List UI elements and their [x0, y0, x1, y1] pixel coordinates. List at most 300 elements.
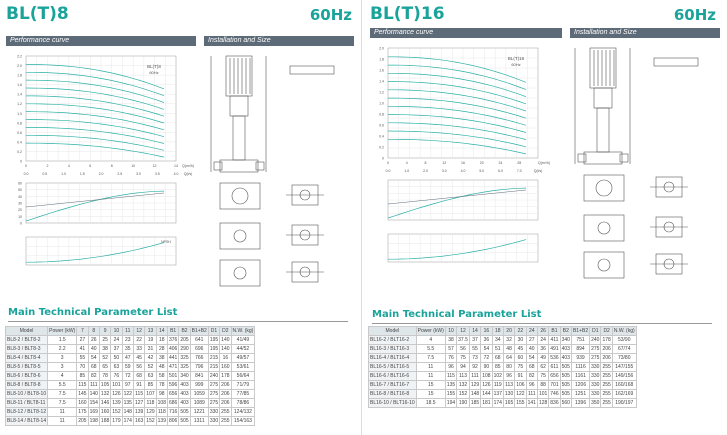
- value-cell: 18.5: [416, 399, 445, 408]
- value-cell: 255: [602, 391, 611, 397]
- y-tick: 2.0: [17, 64, 22, 69]
- value-cell: 91: [515, 372, 526, 381]
- value-cell: 140: [221, 346, 230, 352]
- value-cell: 194: [446, 400, 456, 406]
- value-cell: 841: [190, 372, 208, 381]
- value-cell: 54: [88, 354, 99, 363]
- installation-size-header: Installation and Size: [570, 28, 720, 38]
- x-tick-ls: 0.0: [385, 169, 391, 173]
- value-cell: 26: [88, 336, 99, 345]
- x-tick-ls: 1.5: [79, 172, 85, 176]
- column-header: Power (kW): [49, 328, 76, 334]
- value-cell: 108: [482, 373, 491, 379]
- value-cell: 45: [133, 354, 144, 363]
- column-header: 9: [99, 327, 110, 336]
- value-cell: 91: [133, 381, 144, 390]
- value-cell: 31: [145, 345, 156, 354]
- value-cell: 178: [221, 373, 230, 379]
- value-cell: 23: [122, 336, 133, 345]
- value-cell: 340: [180, 373, 189, 379]
- eta-tick: 40: [18, 194, 22, 199]
- table-header-row: [369, 327, 637, 336]
- table-row: [6, 345, 255, 354]
- y-tick: 0: [20, 159, 22, 164]
- value-cell: 330: [209, 409, 219, 415]
- value-cell: 113: [505, 382, 514, 388]
- pump-elevation: [575, 48, 698, 278]
- value-cell: 190: [457, 399, 470, 408]
- x-tick: 14: [174, 164, 178, 168]
- value-cell: 376: [168, 337, 178, 343]
- value-cell: 505: [561, 373, 570, 379]
- x-tick-ls: 6.0: [498, 169, 503, 173]
- value-cell: 128: [538, 400, 548, 406]
- y-tick: 0.4: [379, 134, 384, 139]
- value-cell: 175: [78, 409, 87, 415]
- y-tick: 1.0: [17, 111, 22, 116]
- value-cell: 255: [221, 409, 230, 415]
- x-tick: 8: [424, 161, 427, 165]
- x-tick: 4: [67, 164, 70, 168]
- value-cell: 181: [482, 400, 491, 406]
- value-cell: 75: [457, 354, 470, 363]
- value-cell: 97: [122, 381, 133, 390]
- table-row: [6, 390, 255, 399]
- value-cell: 641: [190, 336, 208, 345]
- base-circle: [598, 222, 610, 234]
- value-cell: 96: [445, 363, 456, 372]
- value-cell: 174: [493, 400, 502, 406]
- value-cell: 132: [100, 391, 110, 397]
- column-header: 10: [445, 327, 456, 336]
- column-header: N.W. (kg): [232, 328, 254, 334]
- value-cell: 54: [481, 345, 492, 354]
- value-cell: 71/79: [231, 381, 255, 390]
- value-cell: 7.5: [48, 399, 77, 408]
- value-cell: 411: [550, 337, 559, 343]
- value-cell: 135: [123, 400, 132, 406]
- value-cell: 796: [190, 363, 208, 372]
- value-cell: 1251: [571, 390, 589, 399]
- x-tick-ls: Q(l/s): [533, 169, 543, 173]
- performance-chart: [366, 40, 566, 290]
- value-cell: 37: [469, 336, 480, 345]
- y-tick: 0.8: [379, 112, 384, 117]
- column-header: 14: [156, 327, 167, 336]
- value-cell: 54: [526, 354, 537, 363]
- value-cell: 148: [123, 409, 132, 415]
- value-cell: 275: [209, 400, 219, 406]
- value-cell: 41: [77, 345, 88, 354]
- value-cell: 1161: [571, 372, 589, 381]
- value-cell: 137: [493, 391, 502, 397]
- value-cell: 1396: [571, 399, 589, 408]
- value-cell: 4: [416, 336, 445, 345]
- value-cell: 174: [123, 418, 132, 424]
- x-tick: 12: [152, 164, 157, 168]
- table-row: [369, 381, 637, 390]
- model-cell: BL8-4 / BLT8-4: [6, 354, 48, 363]
- value-cell: 611: [550, 364, 559, 370]
- value-cell: 149/156: [612, 372, 636, 381]
- outlet-flange: [256, 162, 264, 170]
- performance-curve-header: Performance curve: [370, 28, 562, 38]
- value-cell: 7.5: [48, 390, 77, 399]
- value-cell: 35: [122, 345, 133, 354]
- value-cell: 340: [561, 337, 570, 343]
- value-cell: 24: [537, 336, 548, 345]
- value-cell: 113: [457, 372, 470, 381]
- base-plan: [220, 183, 260, 209]
- value-cell: 55: [469, 345, 480, 354]
- value-cell: 82: [88, 372, 99, 381]
- value-cell: 135: [446, 382, 456, 388]
- value-cell: 15: [416, 381, 445, 390]
- x-tick-ls: 7.0: [516, 169, 522, 173]
- column-header: 10: [111, 327, 122, 336]
- y-tick: 0.4: [17, 140, 22, 145]
- value-cell: 85: [77, 372, 88, 381]
- x-tick: 24: [498, 161, 503, 165]
- eta-tick: 20: [18, 208, 22, 213]
- value-cell: 65: [99, 363, 110, 372]
- value-cell: 88: [537, 381, 548, 390]
- value-cell: 63: [111, 363, 122, 372]
- model-cell: BL16-6 / BLT16-6: [369, 372, 417, 381]
- value-cell: 206: [221, 400, 230, 406]
- y-tick: 2.2: [17, 54, 22, 59]
- model-cell: BL8-5 / BLT8-5: [6, 363, 48, 372]
- value-cell: 198: [89, 418, 98, 424]
- value-cell: 50: [111, 354, 122, 363]
- value-cell: 255: [602, 373, 611, 379]
- model-cell: BL8-10 / BLT8-10: [7, 391, 47, 397]
- value-cell: 140: [89, 391, 98, 397]
- value-cell: 22: [133, 336, 144, 345]
- value-cell: 28: [156, 345, 167, 354]
- value-cell: 25: [99, 336, 110, 345]
- value-cell: 162/169: [612, 390, 636, 399]
- value-cell: 165: [504, 400, 514, 406]
- value-cell: 403: [561, 355, 570, 361]
- value-cell: 441: [168, 355, 178, 361]
- value-cell: 1089: [190, 399, 208, 408]
- value-cell: 96: [526, 381, 537, 390]
- value-cell: 55: [77, 354, 88, 363]
- value-cell: 152: [457, 390, 470, 399]
- value-cell: 1.5: [48, 336, 77, 345]
- value-cell: 403: [180, 400, 189, 406]
- performance-chart: [4, 48, 204, 288]
- column-header: 14: [469, 327, 480, 336]
- value-cell: 406: [168, 346, 178, 352]
- x-tick-ls: 4.0: [173, 172, 179, 176]
- value-cell: 107: [146, 391, 155, 397]
- value-cell: 92: [469, 363, 480, 372]
- value-cell: 40: [526, 345, 537, 354]
- value-cell: 330: [209, 418, 219, 424]
- value-cell: 275: [591, 346, 600, 352]
- value-cell: 144: [482, 391, 491, 397]
- value-cell: 96: [503, 372, 514, 381]
- table-header-row: [6, 327, 255, 336]
- x-tick: 20: [479, 161, 484, 165]
- x-tick: 12: [442, 161, 447, 165]
- table-row: [369, 345, 637, 354]
- performance-curve-header: Performance curve: [6, 36, 196, 46]
- value-cell: 68: [492, 354, 503, 363]
- panel-divider: [361, 0, 362, 435]
- value-cell: 52: [145, 363, 156, 372]
- table-row: [6, 372, 255, 381]
- value-cell: 129: [470, 382, 480, 388]
- table-row: [369, 363, 637, 372]
- value-cell: 656: [550, 373, 559, 379]
- y-tick: 1.0: [379, 101, 384, 106]
- x-tick-ls: 4.0: [460, 169, 466, 173]
- value-cell: 275: [209, 391, 219, 397]
- model-cell: BL8-8 / BLT8-8: [6, 381, 48, 390]
- value-cell: 154: [89, 400, 98, 406]
- value-cell: 38: [99, 345, 110, 354]
- y-tick: 1.4: [17, 92, 22, 97]
- value-cell: 41/49: [231, 336, 255, 345]
- value-cell: 501: [168, 373, 178, 379]
- table-row: [6, 381, 255, 390]
- table-row: [6, 417, 255, 426]
- x-tick: 4: [405, 161, 408, 165]
- table-row: [6, 399, 255, 408]
- value-cell: 70: [77, 363, 88, 372]
- value-cell: 32: [503, 336, 514, 345]
- value-cell: 72: [481, 354, 492, 363]
- y-tick: 0.2: [379, 145, 384, 150]
- value-cell: 90: [481, 363, 492, 372]
- y-tick: 0.6: [17, 130, 22, 135]
- value-cell: 806: [168, 418, 178, 424]
- column-header: B1+B2: [191, 328, 207, 334]
- value-cell: 350: [591, 400, 600, 406]
- column-header: B1: [167, 327, 178, 336]
- base-circle: [596, 180, 612, 196]
- value-cell: 37: [111, 345, 122, 354]
- value-cell: 178: [602, 337, 611, 343]
- value-cell: 330: [591, 382, 600, 388]
- value-cell: 98: [156, 390, 167, 399]
- value-cell: 85: [145, 381, 156, 390]
- value-cell: 122: [516, 391, 525, 397]
- x-tick: 28: [517, 161, 522, 165]
- x-tick: 8: [110, 164, 113, 168]
- value-cell: 78: [99, 372, 110, 381]
- value-cell: 101: [538, 391, 548, 397]
- x-tick: Q(m³/h): [538, 161, 551, 165]
- value-cell: 105: [100, 382, 110, 388]
- value-cell: 205: [78, 418, 87, 424]
- value-cell: 53/90: [612, 336, 636, 345]
- x-tick-ls: 5.0: [479, 169, 485, 173]
- section-title: Main Technical Parameter List: [8, 307, 178, 318]
- value-cell: 101: [112, 382, 121, 388]
- value-cell: 330: [591, 373, 600, 379]
- y-tick: 0.8: [17, 121, 22, 126]
- y-tick: 2.0: [379, 46, 384, 51]
- value-cell: 56/64: [231, 372, 255, 381]
- value-cell: 64: [503, 354, 514, 363]
- model-cell: BL16-3 / BLT16-3: [369, 345, 417, 354]
- value-cell: 491: [550, 346, 559, 352]
- value-cell: 471: [168, 364, 178, 370]
- value-cell: 129: [146, 409, 155, 415]
- column-header: D1: [208, 327, 219, 336]
- top-dimension: [290, 66, 334, 74]
- value-cell: 11: [416, 372, 445, 381]
- frequency-label: 60Hz: [673, 6, 716, 24]
- column-header: 18: [492, 327, 503, 336]
- value-cell: 160: [221, 364, 230, 370]
- right-panel: [364, 0, 724, 435]
- table-row: [6, 336, 255, 345]
- x-tick-ls: 1.0: [404, 169, 410, 173]
- value-cell: 68: [88, 363, 99, 372]
- value-cell: 76: [445, 354, 456, 363]
- value-cell: 536: [550, 355, 559, 361]
- value-cell: 1221: [190, 408, 208, 417]
- value-cell: 716: [168, 409, 178, 415]
- y-tick: 0.6: [379, 123, 384, 128]
- table-row: [369, 390, 637, 399]
- value-cell: 505: [180, 418, 189, 424]
- table-row: [369, 399, 637, 408]
- model-title: BL(T)16: [370, 4, 445, 24]
- value-cell: 33: [133, 345, 144, 354]
- value-cell: 49: [537, 354, 548, 363]
- value-cell: 195: [209, 346, 219, 352]
- value-cell: 130: [504, 391, 514, 397]
- left-panel: [0, 0, 360, 435]
- value-cell: 11: [48, 408, 77, 417]
- y-tick: 1.4: [379, 79, 384, 84]
- value-cell: 111: [471, 373, 479, 379]
- base-plan: [584, 175, 624, 201]
- value-cell: 57: [445, 345, 456, 354]
- outlet-flange: [620, 154, 628, 162]
- value-cell: 78/86: [231, 399, 255, 408]
- value-cell: 330: [591, 391, 600, 397]
- value-cell: 751: [571, 336, 589, 345]
- value-cell: 160: [78, 400, 87, 406]
- column-header: N.W. (kg): [613, 328, 635, 334]
- value-cell: 127: [134, 400, 144, 406]
- chart-freq-label: 60Hz: [511, 62, 521, 67]
- value-cell: 330: [591, 364, 600, 370]
- x-axis-label: Q(m³/h): [181, 164, 195, 168]
- value-cell: 85: [492, 363, 503, 372]
- value-cell: 255: [221, 418, 230, 424]
- parameter-table: [368, 326, 637, 408]
- value-cell: 111: [89, 382, 98, 388]
- value-cell: 701: [550, 382, 559, 388]
- value-cell: 115: [135, 391, 144, 397]
- value-cell: 169: [89, 409, 98, 415]
- value-cell: 73: [469, 354, 480, 363]
- value-cell: 27: [526, 336, 537, 345]
- value-cell: 140: [221, 337, 230, 343]
- table-row: [369, 372, 637, 381]
- table-row: [6, 354, 255, 363]
- model-cell: BL16-7 / BLT16-7: [369, 381, 417, 390]
- x-tick: 6: [89, 164, 92, 168]
- value-cell: 67/74: [612, 345, 636, 354]
- table-row: [6, 363, 255, 372]
- value-cell: 5.5: [416, 345, 445, 354]
- npsh-label: NPSH: [161, 240, 171, 244]
- value-cell: 27: [77, 336, 88, 345]
- value-cell: 255: [602, 364, 611, 370]
- column-header: B1+B2: [572, 328, 589, 334]
- model-title: BL(T)8: [6, 4, 69, 24]
- value-cell: 38: [156, 354, 167, 363]
- value-cell: 325: [180, 364, 189, 370]
- inlet-flange: [578, 154, 586, 162]
- installation-drawing: [206, 48, 356, 293]
- x-tick: 10: [131, 164, 136, 168]
- value-cell: 696: [190, 345, 208, 354]
- value-cell: 3: [48, 354, 77, 363]
- value-cell: 215: [209, 364, 219, 370]
- value-cell: 1311: [190, 417, 208, 426]
- model-cell: BL16-4 / BLT16-4: [369, 354, 417, 363]
- value-cell: 60: [515, 354, 526, 363]
- installation-size-header: Installation and Size: [204, 36, 354, 46]
- value-cell: 118: [146, 400, 155, 406]
- y-tick: 1.8: [17, 73, 22, 78]
- value-cell: 124/132: [231, 408, 255, 417]
- value-cell: 42: [145, 354, 156, 363]
- value-cell: 290: [180, 346, 189, 352]
- eta-tick: 60: [18, 181, 22, 186]
- x-tick: 0: [387, 161, 389, 165]
- value-cell: 115: [446, 373, 455, 379]
- value-cell: 145: [78, 391, 87, 397]
- value-cell: 78: [156, 381, 167, 390]
- top-dimension: [654, 58, 698, 66]
- value-cell: 36: [481, 336, 492, 345]
- value-cell: 179: [112, 418, 121, 424]
- value-cell: 115: [78, 382, 87, 388]
- column-header: D2: [601, 327, 612, 336]
- value-cell: 240: [591, 337, 600, 343]
- eta-tick: 30: [18, 201, 22, 206]
- column-header: D2: [220, 327, 231, 336]
- value-cell: 48: [503, 345, 514, 354]
- column-header: 8: [88, 327, 99, 336]
- pump-head: [230, 96, 248, 116]
- y-tick: 1.8: [379, 57, 384, 62]
- value-cell: 160/168: [612, 381, 636, 390]
- value-cell: 18: [156, 336, 167, 345]
- value-cell: 275: [209, 382, 219, 388]
- value-cell: 139: [157, 418, 166, 424]
- column-header: Model: [6, 327, 48, 336]
- value-cell: 45: [515, 345, 526, 354]
- value-cell: 836: [550, 400, 559, 406]
- value-cell: 19: [145, 336, 156, 345]
- value-cell: 403: [180, 391, 189, 397]
- model-cell: BL8-2 / BLT8-2: [6, 336, 48, 345]
- value-cell: 16: [220, 354, 231, 363]
- value-cell: 403: [180, 382, 189, 388]
